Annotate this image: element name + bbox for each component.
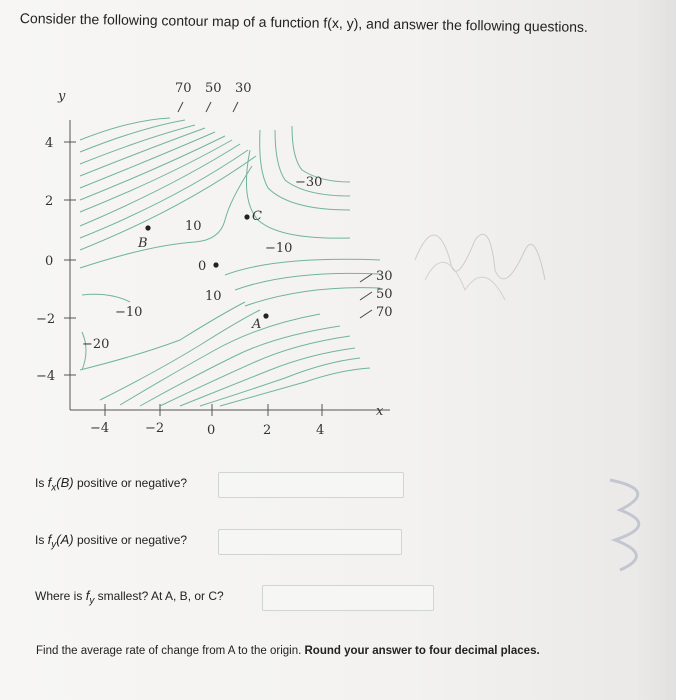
q1-sub: x bbox=[51, 482, 57, 494]
x-tick-neg2: −2 bbox=[145, 421, 165, 436]
point-C-label: C bbox=[252, 209, 262, 224]
q3-func: f bbox=[85, 588, 90, 603]
point-B-dot bbox=[145, 225, 150, 230]
q1-func: f bbox=[47, 475, 52, 490]
final-question-text: Find the average rate of change from A to the origin. bbox=[36, 645, 305, 657]
answer-input-fy-A[interactable] bbox=[218, 529, 402, 555]
question-title: Consider the following contour map of a function f(x, y), and answer the following questions. bbox=[19, 10, 589, 35]
level-label-neg10-right: −10 bbox=[265, 241, 293, 256]
q2-suffix: positive or negative? bbox=[73, 533, 188, 547]
right-label-30: 30 bbox=[376, 269, 393, 284]
final-question-bold: Round your answer to four decimal places. bbox=[304, 645, 540, 657]
question-average-rate bbox=[36, 645, 540, 657]
top-label-70: 70 bbox=[175, 81, 192, 96]
origin-dot bbox=[213, 262, 218, 267]
answer-input-fy-smallest[interactable] bbox=[262, 585, 434, 611]
point-A-dot bbox=[263, 313, 268, 318]
y-tick-0: 0 bbox=[45, 254, 54, 269]
level-label-10-upper: 10 bbox=[185, 219, 202, 234]
origin-label: 0 bbox=[198, 259, 207, 274]
y-tick-4: 4 bbox=[45, 136, 54, 151]
q2-sub: y bbox=[51, 539, 57, 551]
top-label-30: 30 bbox=[235, 81, 252, 96]
pencil-scribble-margin bbox=[600, 470, 670, 580]
q2-arg: (A) bbox=[56, 532, 74, 547]
right-label-50: 50 bbox=[376, 287, 393, 302]
answer-input-fx-B[interactable] bbox=[218, 472, 404, 498]
point-A-label: A bbox=[252, 317, 262, 332]
x-tick-2: 2 bbox=[263, 423, 272, 438]
question-fy-A bbox=[35, 532, 187, 550]
pencil-scribble bbox=[395, 200, 555, 320]
level-label-10-lower: 10 bbox=[205, 289, 222, 304]
point-C-dot bbox=[244, 214, 249, 219]
upper-left-contours bbox=[80, 118, 256, 250]
level-label-neg30: −30 bbox=[295, 175, 323, 190]
x-tick-0: 0 bbox=[207, 423, 216, 438]
contour-map-figure bbox=[20, 70, 440, 450]
x-axis-label: x bbox=[376, 404, 384, 419]
level-label-neg10-left: −10 bbox=[115, 305, 143, 320]
q3-prefix: Where is bbox=[35, 589, 86, 603]
y-tick-2: 2 bbox=[45, 194, 54, 209]
q3-suffix: smallest? At A, B, or C? bbox=[94, 589, 224, 603]
q2-func: f bbox=[47, 532, 52, 547]
center-contours bbox=[80, 166, 380, 306]
q1-arg: (B) bbox=[56, 475, 74, 490]
y-axis-label: y bbox=[58, 89, 66, 104]
question-fx-B bbox=[35, 475, 187, 493]
q3-sub: y bbox=[89, 595, 95, 607]
x-tick-neg4: −4 bbox=[90, 421, 110, 436]
top-label-50: 50 bbox=[205, 81, 222, 96]
point-B-label: B bbox=[138, 236, 148, 251]
page-shadow bbox=[636, 0, 676, 700]
contour-map bbox=[20, 70, 440, 450]
x-tick-4: 4 bbox=[316, 423, 325, 438]
q2-prefix: Is bbox=[35, 533, 48, 547]
level-label-neg20: −20 bbox=[82, 337, 110, 352]
y-tick-neg2: −2 bbox=[36, 312, 56, 327]
q1-suffix: positive or negative? bbox=[73, 476, 188, 490]
question-fy-smallest bbox=[35, 588, 224, 606]
q1-prefix: Is bbox=[35, 476, 48, 490]
right-label-70: 70 bbox=[376, 305, 393, 320]
y-tick-neg4: −4 bbox=[36, 369, 56, 384]
